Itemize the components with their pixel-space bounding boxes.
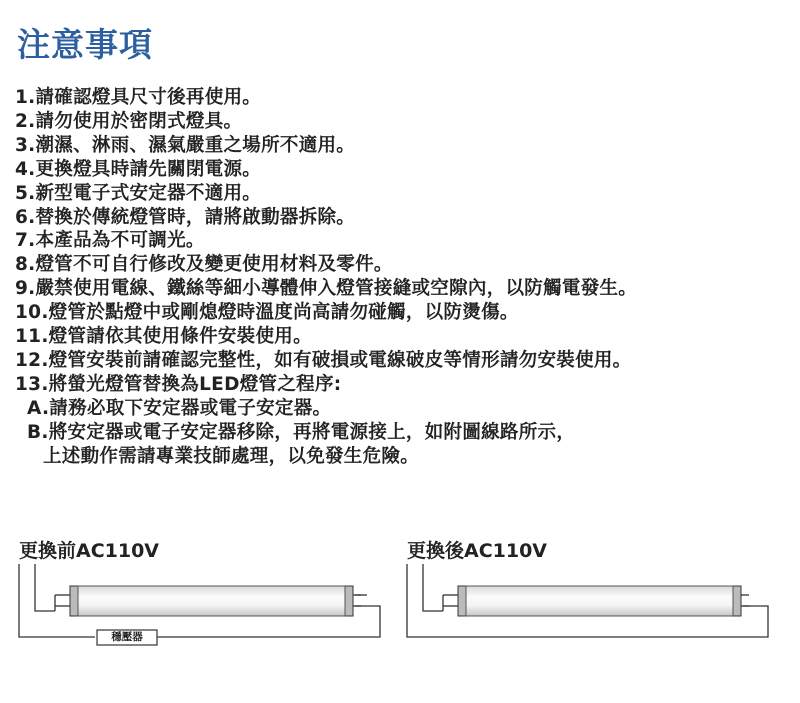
led-tube <box>466 586 733 616</box>
note-item: 10.燈管於點燈中或剛熄燈時溫度尚高請勿碰觸，以防燙傷。 <box>15 302 519 324</box>
note-item: 9.嚴禁使用電線、鐵絲等細小導體伸入燈管接縫或空隙內，以防觸電發生。 <box>15 278 638 300</box>
wire-inner <box>423 564 443 611</box>
sub-note-item: B.將安定器或電子安定器移除，再將電源接上，如附圖線路所示， <box>27 421 576 443</box>
notes-list <box>15 86 795 469</box>
note-item: 8.燈管不可自行修改及變更使用材料及零件。 <box>15 254 393 276</box>
fluorescent-tube <box>78 586 345 616</box>
ballast-label: 穩壓器 <box>111 631 143 643</box>
note-item: 4.更換燈具時請先關閉電源。 <box>15 158 262 180</box>
tube-end-cap-right <box>345 586 353 616</box>
diagram-title-after: 更換後AC110V <box>407 540 548 562</box>
page-title: 注意事項 <box>17 25 153 64</box>
note-item: 6.替換於傳統燈管時，請將啟動器拆除。 <box>15 206 356 228</box>
note-item: 13.將螢光燈管替換為LED燈管之程序: <box>15 373 342 395</box>
diagram-title-before: 更換前AC110V <box>19 540 160 562</box>
sub-note-item: A.請務必取下安定器或電子安定器。 <box>27 397 332 419</box>
tube-end-cap-left <box>458 586 466 616</box>
tube-end-cap-left <box>70 586 78 616</box>
note-item: 5.新型電子式安定器不適用。 <box>15 182 262 204</box>
wire-left-inner <box>35 564 55 611</box>
note-item: 11.燈管請依其使用條件安裝使用。 <box>15 326 312 348</box>
wiring-diagram-before <box>15 537 395 657</box>
wiring-diagram-after <box>403 537 783 657</box>
note-item: 1.請確認燈具尺寸後再使用。 <box>15 87 262 108</box>
sub-note-item: 上述動作需請專業技師處理，以免發生危險。 <box>43 445 420 467</box>
tube-end-cap-right <box>733 586 741 616</box>
note-item: 7.本產品為不可調光。 <box>15 230 205 252</box>
note-item: 3.潮濕、淋雨、濕氣嚴重之場所不適用。 <box>15 134 356 156</box>
note-item: 12.燈管安裝前請確認完整性，如有破損或電線破皮等情形請勿安裝使用。 <box>15 349 632 371</box>
note-item: 2.請勿使用於密閉式燈具。 <box>15 110 243 132</box>
